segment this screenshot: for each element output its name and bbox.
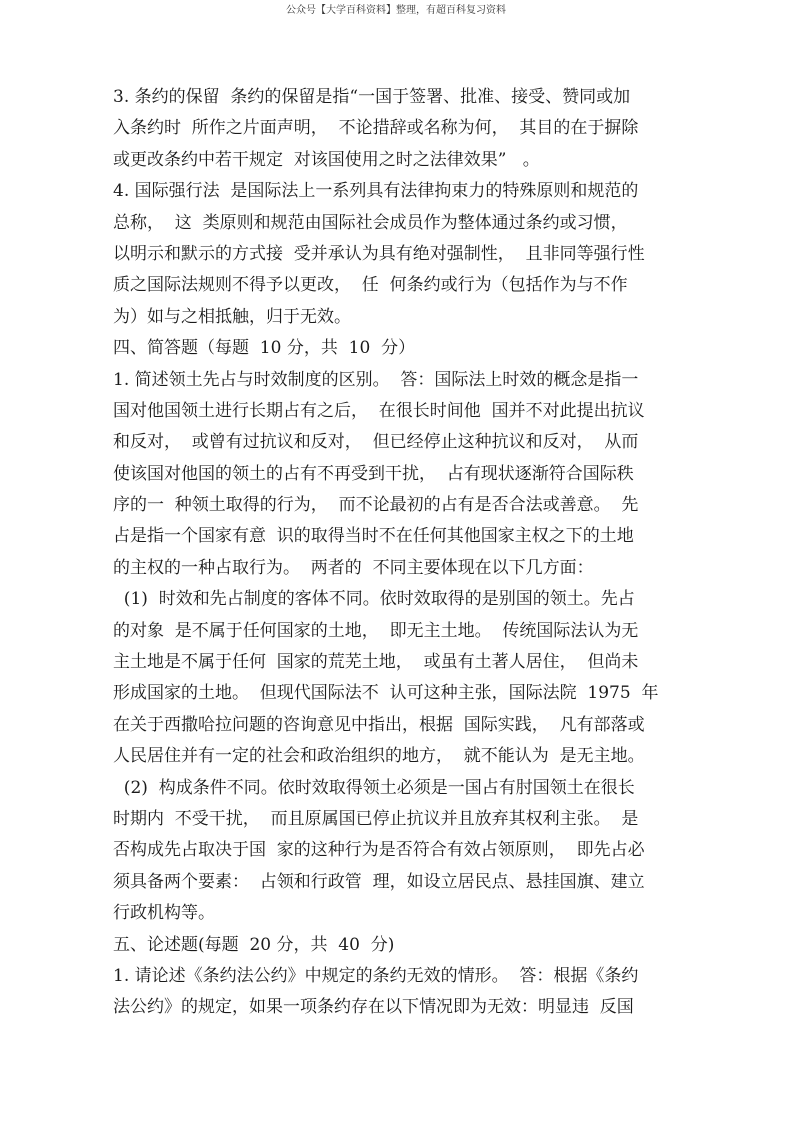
text-line: 否构成先占取决于国 家的这种行为是否符合有效占领原则， 即先占必 [113, 840, 645, 861]
document-body [113, 82, 681, 1024]
text-line: 质之国际法规则不得予以更改， 任 何条约或行为（包括作为与不作 [113, 275, 628, 296]
header-note: 公众号【大学百科资料】整理，有超百科复习资料 [286, 5, 506, 16]
text-line: 法公约》的规定，如果一项条约存在以下情况即为无效：明显违 反国 [113, 997, 634, 1018]
text-line: 或更改条约中若干规定 对该国使用之时之法律效果” 。 [113, 149, 540, 170]
text-line: 和反对， 或曾有过抗议和反对， 但已经停止这种抗议和反对， 从而 [113, 432, 639, 453]
section-heading: 五、论述题(每题 20 分，共 40 分) [113, 934, 395, 955]
text-line: 入条约时 所作之片面声明， 不论措辞或名称为何， 其目的在于摒除 [113, 118, 639, 139]
text-line: 以明示和默示的方式接 受并承认为具有绝对强制性， 且非同等强行性 [113, 243, 645, 264]
text-line: 须具备两个要素： 占领和行政管 理，如设立居民点、悬挂国旗、建立 [113, 871, 645, 892]
text-line: (1) 时效和先占制度的客体不同。依时效取得的是别国的领土。先占 [113, 589, 635, 610]
text-line: 在关于西撒哈拉问题的咨询意见中指出，根据 国际实践， 凡有部落或 [113, 714, 645, 735]
text-line: 总称， 这 类原则和规范由国际社会成员作为整体通过条约或习惯， [113, 212, 628, 233]
text-line: 人民居住并有一定的社会和政治组织的地方， 就不能认为 是无主地。 [113, 746, 645, 767]
text-line: 1. 请论述《条约法公约》中规定的条约无效的情形。 答：根据《条约 [113, 965, 639, 986]
text-line: 使该国对他国的领土的占有不再受到干扰， 占有现状逐渐符合国际秩 [113, 463, 634, 484]
text-line: 序的一 种领土取得的行为， 而不论最初的占有是否合法或善意。 先 [113, 495, 639, 516]
text-line: 时期内 不受干扰， 而且原属国已停止抗议并且放弃其权利主张。 是 [113, 808, 639, 829]
text-line: 形成国家的土地。 但现代国际法不 认可这种主张，国际法院 1975 年 [113, 683, 659, 704]
text-line: (2) 构成条件不同。依时效取得领土必须是一国占有肘国领土在很长 [113, 777, 635, 798]
text-line: 的主权的一种占取行为。 两者的 不同主要体现在以下几方面： [113, 557, 594, 578]
text-line: 1. 简述领土先占与时效制度的区别。 答：国际法上时效的概念是指一 [113, 369, 639, 390]
text-line: 国对他国领土进行长期占有之后， 在很长时间他 国并不对此提出抗议 [113, 400, 645, 421]
text-line: 占是指一个国家有意 识的取得当时不在任何其他国家主权之下的土地 [113, 526, 634, 547]
section-heading: 四、简答题（每题 10 分，共 10 分） [113, 338, 416, 359]
text-line: 3. 条约的保留 条约的保留是指“一国于签署、批准、接受、赞同或加 [113, 87, 631, 107]
text-line: 4. 国际强行法 是国际法上一系列具有法律拘束力的特殊原则和规范的 [113, 181, 639, 202]
text-line: 行政机构等。 [113, 903, 215, 924]
text-line: 的对象 是不属于任何国家的土地， 即无主土地。 传统国际法认为无 [113, 620, 639, 641]
text-line: 为）如与之相抵触，归于无效。 [113, 306, 351, 327]
text-line: 主土地是不属于任何 国家的荒芜土地， 或虽有土著人居住， 但尚未 [113, 652, 639, 673]
